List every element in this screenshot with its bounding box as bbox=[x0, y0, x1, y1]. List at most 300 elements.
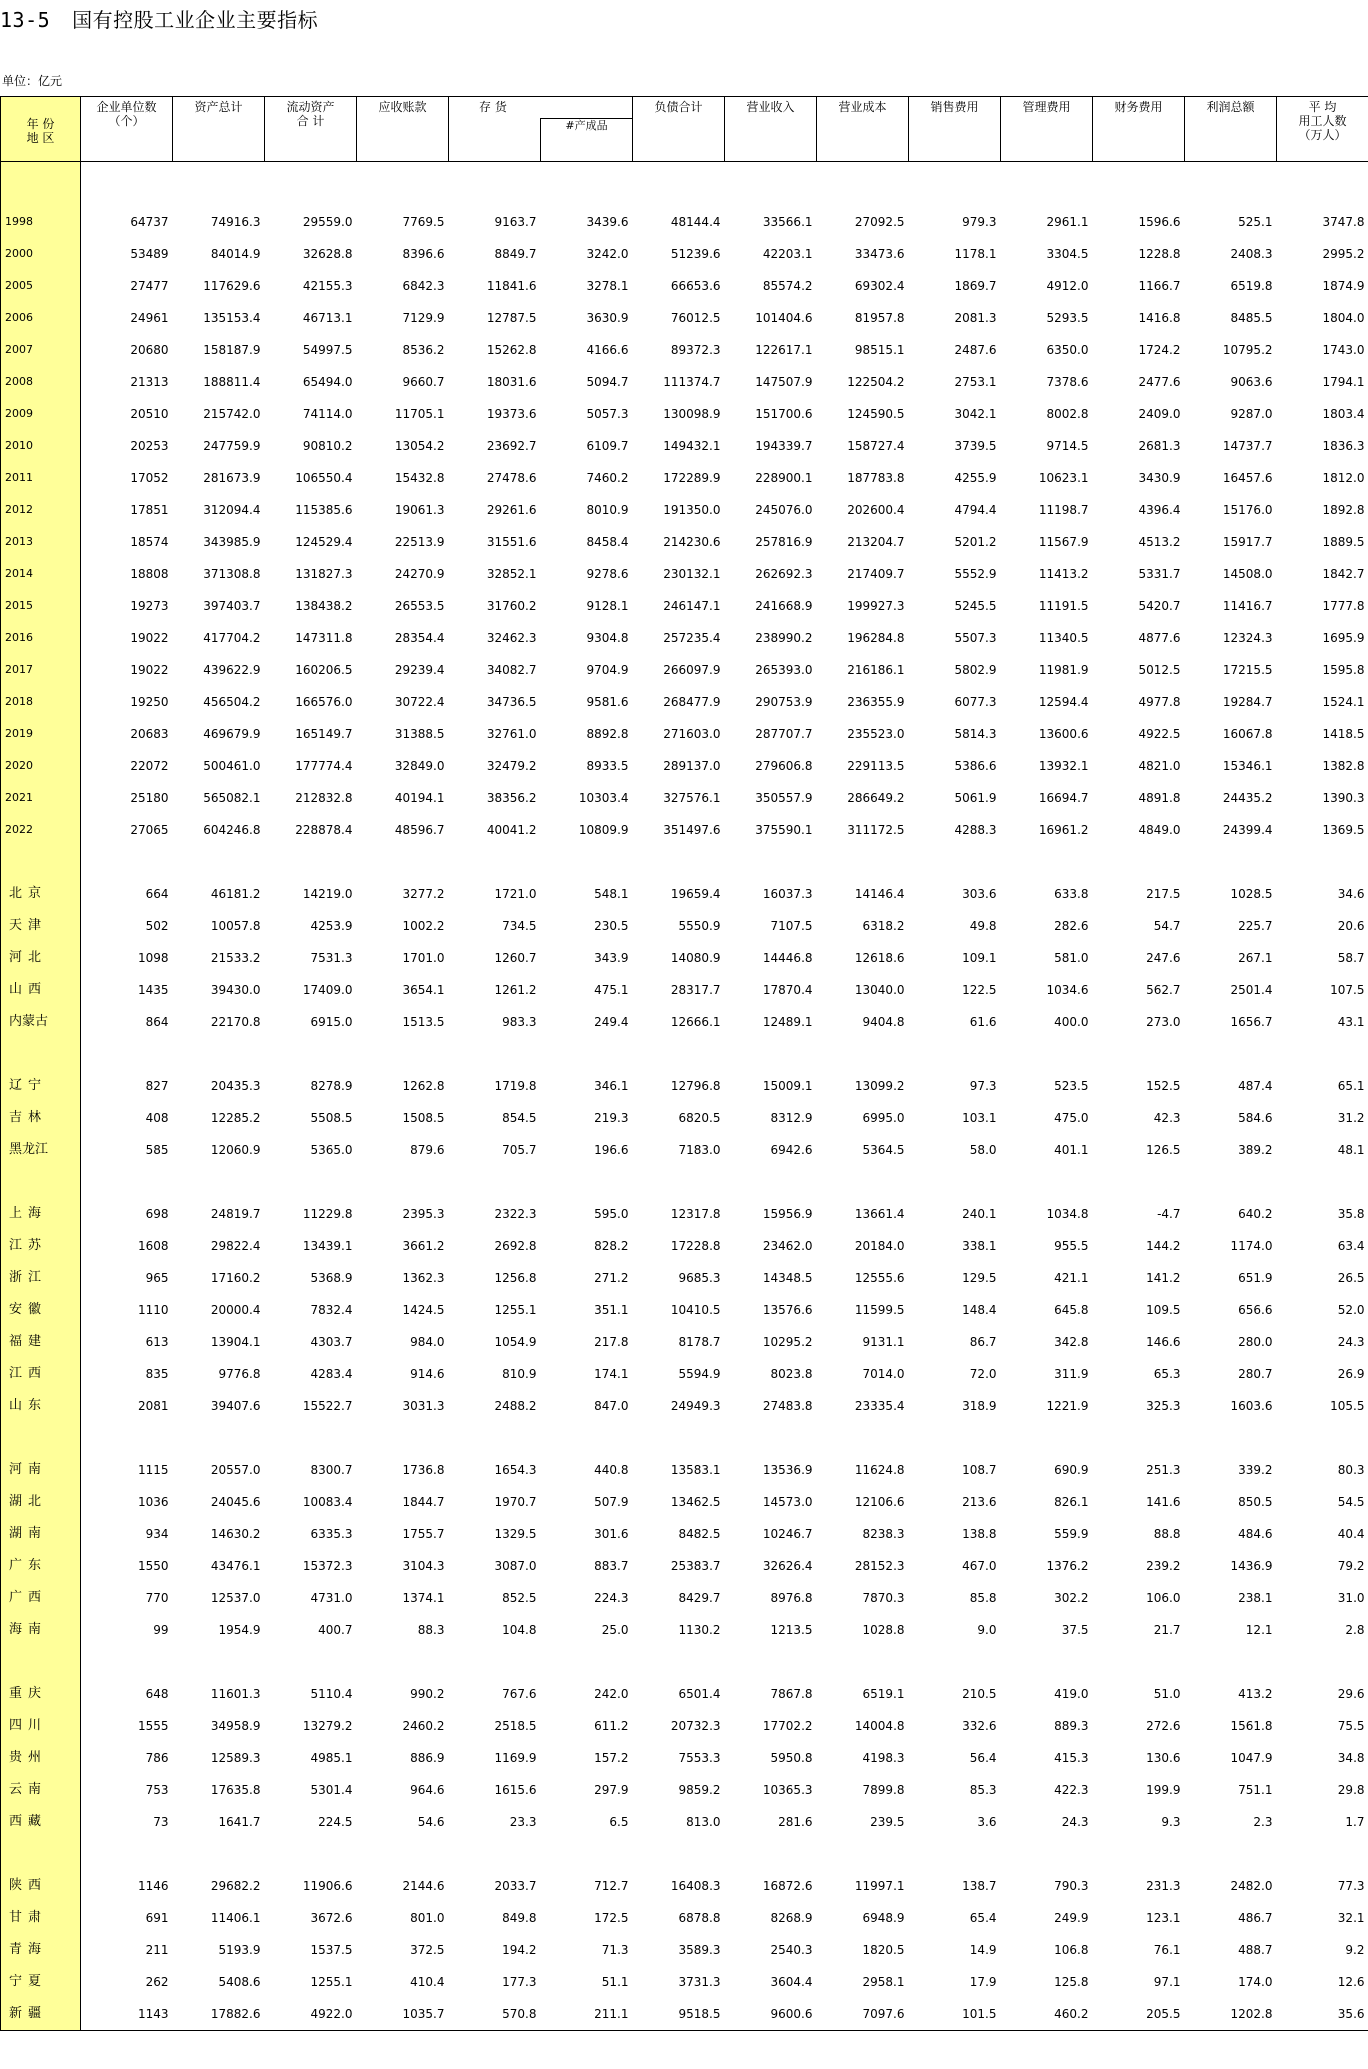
table-cell: 18574 bbox=[130, 535, 169, 549]
table-cell: 1889.5 bbox=[1322, 535, 1365, 549]
table-cell: 469679.9 bbox=[203, 727, 261, 741]
table-cell: 1654.3 bbox=[494, 1463, 537, 1477]
table-cell: 2681.3 bbox=[1138, 439, 1181, 453]
table-cell: 48596.7 bbox=[394, 823, 445, 837]
table-cell: 983.3 bbox=[502, 1015, 537, 1029]
table-cell: 213.6 bbox=[962, 1495, 997, 1509]
table-cell: 10795.2 bbox=[1222, 343, 1273, 357]
table-cell: 11191.5 bbox=[1038, 599, 1089, 613]
table-cell: 734.5 bbox=[502, 919, 537, 933]
header-inventory: 存 货 bbox=[449, 97, 633, 119]
table-cell: 11406.1 bbox=[210, 1911, 261, 1925]
region-label: 广西 bbox=[1, 1582, 81, 1614]
region-label: 甘肃 bbox=[1, 1902, 81, 1934]
table-cell: 17702.2 bbox=[762, 1719, 813, 1733]
table-cell: 984.0 bbox=[410, 1335, 445, 1349]
region-label: 海南 bbox=[1, 1614, 81, 1646]
table-title: 国有控股工业企业主要指标 bbox=[72, 8, 319, 32]
table-cell: 15917.7 bbox=[1222, 535, 1273, 549]
region-row bbox=[1, 1102, 1368, 1134]
table-cell: 236355.9 bbox=[847, 695, 905, 709]
table-cell: 1803.4 bbox=[1322, 407, 1365, 421]
table-cell: 13661.4 bbox=[854, 1207, 905, 1221]
table-cell: 174.1 bbox=[594, 1367, 629, 1381]
table-cell: 13040.0 bbox=[854, 983, 905, 997]
table-cell: 279606.8 bbox=[755, 759, 813, 773]
table-cell: 502 bbox=[145, 919, 169, 933]
table-cell: 2144.6 bbox=[402, 1879, 445, 1893]
region-row bbox=[1, 1518, 1368, 1550]
table-cell: 4303.7 bbox=[310, 1335, 353, 1349]
table-cell: 1260.7 bbox=[494, 951, 537, 965]
table-cell: 8482.5 bbox=[678, 1527, 721, 1541]
table-cell: 211.1 bbox=[541, 1998, 633, 2031]
table-cell: 4288.3 bbox=[954, 823, 997, 837]
table-cell: 6.5 bbox=[609, 1815, 629, 1829]
table-cell: 397403.7 bbox=[203, 599, 261, 613]
table-cell: 11705.1 bbox=[394, 407, 445, 421]
table-cell: 10365.3 bbox=[762, 1783, 813, 1797]
table-cell: 2482.0 bbox=[1230, 1879, 1273, 1893]
region-row bbox=[1, 1486, 1368, 1518]
region-label: 四川 bbox=[1, 1710, 81, 1742]
table-cell: 61.6 bbox=[969, 1015, 997, 1029]
table-cell: 215742.0 bbox=[203, 407, 261, 421]
table-cell: 9163.7 bbox=[494, 215, 537, 229]
year-row bbox=[1, 462, 1368, 494]
table-cell: 9704.9 bbox=[586, 663, 629, 677]
table-cell: 475.1 bbox=[594, 983, 629, 997]
table-cell: 1537.5 bbox=[310, 1943, 353, 1957]
table-cell: 3739.5 bbox=[954, 439, 997, 453]
table-cell: 266097.9 bbox=[663, 663, 721, 677]
table-cell: 645.8 bbox=[1054, 1303, 1089, 1317]
table-cell: 883.7 bbox=[594, 1559, 629, 1573]
table-cell: 229113.5 bbox=[847, 759, 905, 773]
table-cell: 12.1 bbox=[1245, 1623, 1273, 1637]
year-label: 2016 bbox=[1, 622, 81, 654]
table-cell: 8485.5 bbox=[1230, 311, 1273, 325]
table-cell: 3731.3 bbox=[678, 1975, 721, 1989]
table-cell: 3278.1 bbox=[586, 279, 629, 293]
header-enterprises bbox=[81, 97, 173, 162]
region-label: 北京 bbox=[1, 878, 81, 910]
region-row bbox=[1, 1230, 1368, 1262]
region-row bbox=[1, 1006, 1368, 1038]
table-cell: 97.3 bbox=[969, 1079, 997, 1093]
table-cell: 2477.6 bbox=[1138, 375, 1181, 389]
table-cell: 1054.9 bbox=[494, 1335, 537, 1349]
table-cell: 12106.6 bbox=[854, 1495, 905, 1509]
table-cell: 24819.7 bbox=[210, 1207, 261, 1221]
table-cell: 23462.0 bbox=[762, 1239, 813, 1253]
table-cell: 38356.2 bbox=[486, 791, 537, 805]
table-cell: 79.2 bbox=[1337, 1559, 1365, 1573]
table-cell: 76012.5 bbox=[670, 311, 721, 325]
table-cell: 11906.6 bbox=[302, 1879, 353, 1893]
table-cell: 9278.6 bbox=[586, 567, 629, 581]
region-label: 山西 bbox=[1, 974, 81, 1006]
table-cell: 31.0 bbox=[1337, 1591, 1365, 1605]
header-employees-sub: 用工人数 bbox=[1298, 114, 1347, 128]
table-cell: 419.0 bbox=[1054, 1687, 1089, 1701]
table-cell: 1820.5 bbox=[862, 1943, 905, 1957]
table-cell: 28354.4 bbox=[394, 631, 445, 645]
table-cell: 8278.9 bbox=[310, 1079, 353, 1093]
table-cell: 13576.6 bbox=[762, 1303, 813, 1317]
year-label: 2012 bbox=[1, 494, 81, 526]
header-admin-expense: 管理费用 bbox=[1001, 97, 1093, 162]
table-cell: 8178.7 bbox=[678, 1335, 721, 1349]
table-cell: 3630.9 bbox=[586, 311, 629, 325]
table-cell: 10246.7 bbox=[762, 1527, 813, 1541]
table-cell: 3604.4 bbox=[770, 1975, 813, 1989]
table-cell: 88.8 bbox=[1153, 1527, 1181, 1541]
table-cell: 934 bbox=[145, 1527, 169, 1541]
table-cell: 11198.7 bbox=[1038, 503, 1089, 517]
table-cell: 262 bbox=[145, 1975, 169, 1989]
table-cell: 4396.4 bbox=[1138, 503, 1181, 517]
table-cell: 75.5 bbox=[1337, 1719, 1365, 1733]
region-row bbox=[1, 1294, 1368, 1326]
table-cell: 879.6 bbox=[410, 1143, 445, 1157]
year-row bbox=[1, 398, 1368, 430]
table-cell: 16961.2 bbox=[1038, 823, 1089, 837]
region-label: 安徽 bbox=[1, 1294, 81, 1326]
table-cell: 147311.8 bbox=[295, 631, 353, 645]
table-cell: 32852.1 bbox=[486, 567, 537, 581]
table-cell: 1695.9 bbox=[1322, 631, 1365, 645]
table-cell: 375590.1 bbox=[755, 823, 813, 837]
table-cell: 753 bbox=[145, 1783, 169, 1797]
table-cell: 6519.1 bbox=[862, 1687, 905, 1701]
table-cell: 8238.3 bbox=[862, 1527, 905, 1541]
table-cell: 11229.8 bbox=[302, 1207, 353, 1221]
table-cell: 17851 bbox=[130, 503, 169, 517]
table-cell: 14508.0 bbox=[1222, 567, 1273, 581]
table-cell: 18031.6 bbox=[486, 375, 537, 389]
table-cell: 5245.5 bbox=[954, 599, 997, 613]
table-cell: 1615.6 bbox=[494, 1783, 537, 1797]
header-year-label: 年 份 bbox=[26, 116, 55, 131]
table-cell: 1435 bbox=[137, 983, 169, 997]
table-cell: -4.7 bbox=[1157, 1207, 1181, 1221]
year-row bbox=[1, 686, 1368, 718]
region-label: 广东 bbox=[1, 1550, 81, 1582]
header-enterprises-label: 企业单位数 bbox=[96, 100, 157, 114]
table-cell: 790.3 bbox=[1054, 1879, 1089, 1893]
table-cell: 7870.3 bbox=[862, 1591, 905, 1605]
region-label: 陕西 bbox=[1, 1870, 81, 1902]
table-cell: 85.3 bbox=[969, 1783, 997, 1797]
table-cell: 20253 bbox=[130, 439, 169, 453]
table-cell: 9600.6 bbox=[725, 1998, 817, 2031]
table-cell: 327576.1 bbox=[663, 791, 721, 805]
header-liabilities: 负债合计 bbox=[633, 97, 725, 162]
table-cell: 281673.9 bbox=[203, 471, 261, 485]
table-cell: 9.0 bbox=[977, 1623, 997, 1637]
table-cell: 5550.9 bbox=[678, 919, 721, 933]
table-cell: 224.3 bbox=[594, 1591, 629, 1605]
table-cell: 13932.1 bbox=[1038, 759, 1089, 773]
table-cell: 272.6 bbox=[1146, 1719, 1181, 1733]
table-cell: 290753.9 bbox=[755, 695, 813, 709]
table-cell: 486.7 bbox=[1238, 1911, 1273, 1925]
table-cell: 194339.7 bbox=[755, 439, 813, 453]
table-cell: 17635.8 bbox=[210, 1783, 261, 1797]
table-cell: 5386.6 bbox=[954, 759, 997, 773]
table-cell: 129.5 bbox=[962, 1271, 997, 1285]
table-cell: 65.3 bbox=[1153, 1367, 1181, 1381]
table-cell: 122504.2 bbox=[847, 375, 905, 389]
table-cell: 1047.9 bbox=[1230, 1751, 1273, 1765]
table-cell: 286649.2 bbox=[847, 791, 905, 805]
table-cell: 7531.3 bbox=[310, 951, 353, 965]
table-cell: 343.9 bbox=[594, 951, 629, 965]
year-row bbox=[1, 750, 1368, 782]
table-cell: 24.3 bbox=[1061, 1815, 1089, 1829]
table-cell: 5012.5 bbox=[1138, 663, 1181, 677]
table-cell: 19273 bbox=[130, 599, 169, 613]
table-cell: 1794.1 bbox=[1322, 375, 1365, 389]
table-cell: 262692.3 bbox=[755, 567, 813, 581]
table-cell: 98515.1 bbox=[854, 343, 905, 357]
table-cell: 11567.9 bbox=[1038, 535, 1089, 549]
table-cell: 3042.1 bbox=[954, 407, 997, 421]
table-cell: 17409.0 bbox=[302, 983, 353, 997]
table-cell: 14.9 bbox=[969, 1943, 997, 1957]
table-cell: 311172.5 bbox=[847, 823, 905, 837]
year-label: 2022 bbox=[1, 814, 81, 846]
table-cell: 351497.6 bbox=[663, 823, 721, 837]
table-cell: 219.3 bbox=[594, 1111, 629, 1125]
table-cell: 17.9 bbox=[969, 1975, 997, 1989]
table-cell: 302.2 bbox=[1054, 1591, 1089, 1605]
table-cell: 18808 bbox=[130, 567, 169, 581]
table-cell: 14737.7 bbox=[1222, 439, 1273, 453]
table-cell: 282.6 bbox=[1054, 919, 1089, 933]
table-cell: 1390.3 bbox=[1322, 791, 1365, 805]
table-cell: 460.2 bbox=[1001, 1998, 1093, 2031]
table-cell: 54997.5 bbox=[302, 343, 353, 357]
table-cell: 48.1 bbox=[1337, 1143, 1365, 1157]
table-cell: 12666.1 bbox=[670, 1015, 721, 1029]
table-cell: 249.4 bbox=[594, 1015, 629, 1029]
table-cell: 199927.3 bbox=[847, 599, 905, 613]
region-label: 新疆 bbox=[1, 1998, 81, 2031]
table-cell: 23692.7 bbox=[486, 439, 537, 453]
table-cell: 280.7 bbox=[1238, 1367, 1273, 1381]
table-cell: 56.4 bbox=[969, 1751, 997, 1765]
table-cell: 271603.0 bbox=[663, 727, 721, 741]
table-cell: 174.0 bbox=[1238, 1975, 1273, 1989]
table-cell: 29239.4 bbox=[394, 663, 445, 677]
table-cell: 31388.5 bbox=[394, 727, 445, 741]
table-cell: 16067.8 bbox=[1222, 727, 1273, 741]
table-cell: 21533.2 bbox=[210, 951, 261, 965]
table-cell: 212832.8 bbox=[295, 791, 353, 805]
table-cell: 810.9 bbox=[502, 1367, 537, 1381]
table-cell: 25180 bbox=[130, 791, 169, 805]
header-region-label: 地 区 bbox=[26, 130, 55, 145]
region-row bbox=[1, 1262, 1368, 1294]
table-cell: 14630.2 bbox=[210, 1527, 261, 1541]
region-row bbox=[1, 1614, 1368, 1646]
table-cell: 2540.3 bbox=[770, 1943, 813, 1957]
year-row bbox=[1, 782, 1368, 814]
table-cell: 64737 bbox=[130, 215, 169, 229]
spacer-row bbox=[1, 846, 1368, 878]
region-row bbox=[1, 1070, 1368, 1102]
table-cell: 1255.1 bbox=[494, 1303, 537, 1317]
table-cell: 1954.9 bbox=[218, 1623, 261, 1637]
table-cell: 312094.4 bbox=[203, 503, 261, 517]
table-cell: 246147.1 bbox=[663, 599, 721, 613]
region-row bbox=[1, 878, 1368, 910]
table-cell: 29.8 bbox=[1337, 1783, 1365, 1797]
table-cell: 7460.2 bbox=[586, 471, 629, 485]
table-cell: 8458.4 bbox=[586, 535, 629, 549]
table-cell: 6501.4 bbox=[678, 1687, 721, 1701]
table-cell: 111374.7 bbox=[663, 375, 721, 389]
table-cell: 3.6 bbox=[977, 1815, 997, 1829]
table-cell: 17882.6 bbox=[173, 1998, 265, 2031]
table-cell: 88.3 bbox=[417, 1623, 445, 1637]
table-cell: 6915.0 bbox=[310, 1015, 353, 1029]
table-cell: 4922.0 bbox=[265, 1998, 357, 2031]
table-cell: 42155.3 bbox=[302, 279, 353, 293]
table-cell: 651.9 bbox=[1238, 1271, 1273, 1285]
table-cell: 29.6 bbox=[1337, 1687, 1365, 1701]
region-row bbox=[1, 1678, 1368, 1710]
table-cell: 24270.9 bbox=[394, 567, 445, 581]
region-label: 湖北 bbox=[1, 1486, 81, 1518]
table-cell: 12489.1 bbox=[762, 1015, 813, 1029]
header-selling-expense: 销售费用 bbox=[909, 97, 1001, 162]
table-cell: 157.2 bbox=[594, 1751, 629, 1765]
table-cell: 1329.5 bbox=[494, 1527, 537, 1541]
table-cell: 2995.2 bbox=[1322, 247, 1365, 261]
table-cell: 46181.2 bbox=[210, 887, 261, 901]
table-cell: 311.9 bbox=[1054, 1367, 1089, 1381]
table-cell: 9131.1 bbox=[862, 1335, 905, 1349]
table-cell: 17228.8 bbox=[670, 1239, 721, 1253]
table-cell: 122.5 bbox=[962, 983, 997, 997]
table-cell: 166576.0 bbox=[295, 695, 353, 709]
region-label: 重庆 bbox=[1, 1678, 81, 1710]
table-cell: 488.7 bbox=[1238, 1943, 1273, 1957]
table-cell: 26.5 bbox=[1337, 1271, 1365, 1285]
table-cell: 34.8 bbox=[1337, 1751, 1365, 1765]
table-cell: 413.2 bbox=[1238, 1687, 1273, 1701]
table-cell: 30722.4 bbox=[394, 695, 445, 709]
table-cell: 81957.8 bbox=[854, 311, 905, 325]
table-cell: 239.2 bbox=[1146, 1559, 1181, 1573]
year-row bbox=[1, 526, 1368, 558]
table-cell: 5061.9 bbox=[954, 791, 997, 805]
table-cell: 40.4 bbox=[1337, 1527, 1365, 1541]
table-cell: 847.0 bbox=[594, 1399, 629, 1413]
header-receivables: 应收账款 bbox=[357, 97, 449, 162]
table-cell: 37.5 bbox=[1061, 1623, 1089, 1637]
table-cell: 34082.7 bbox=[486, 663, 537, 677]
table-cell: 31760.2 bbox=[486, 599, 537, 613]
table-cell: 1508.5 bbox=[402, 1111, 445, 1125]
table-cell: 3439.6 bbox=[586, 215, 629, 229]
region-label: 云南 bbox=[1, 1774, 81, 1806]
table-cell: 7769.5 bbox=[402, 215, 445, 229]
table-cell: 13583.1 bbox=[670, 1463, 721, 1477]
region-label: 青海 bbox=[1, 1934, 81, 1966]
table-cell: 9776.8 bbox=[218, 1367, 261, 1381]
table-cell: 107.5 bbox=[1330, 983, 1365, 997]
table-cell: 4821.0 bbox=[1138, 759, 1181, 773]
table-cell: 210.5 bbox=[962, 1687, 997, 1701]
year-label: 2020 bbox=[1, 750, 81, 782]
table-cell: 12594.4 bbox=[1038, 695, 1089, 709]
table-cell: 31551.6 bbox=[486, 535, 537, 549]
table-cell: 4985.1 bbox=[310, 1751, 353, 1765]
table-cell: 5552.9 bbox=[954, 567, 997, 581]
table-cell: 6350.0 bbox=[1046, 343, 1089, 357]
year-row bbox=[1, 622, 1368, 654]
table-cell: 27483.8 bbox=[762, 1399, 813, 1413]
table-cell: 3104.3 bbox=[402, 1559, 445, 1573]
table-cell: 33566.1 bbox=[762, 215, 813, 229]
table-cell: 1374.1 bbox=[402, 1591, 445, 1605]
table-cell: 4253.9 bbox=[310, 919, 353, 933]
table-cell: 5094.7 bbox=[586, 375, 629, 389]
table-cell: 371308.8 bbox=[203, 567, 261, 581]
table-cell: 417704.2 bbox=[203, 631, 261, 645]
year-row bbox=[1, 366, 1368, 398]
table-cell: 1812.0 bbox=[1322, 471, 1365, 485]
table-cell: 51.0 bbox=[1153, 1687, 1181, 1701]
year-label: 2005 bbox=[1, 270, 81, 302]
table-cell: 422.3 bbox=[1054, 1783, 1089, 1797]
table-cell: 10303.4 bbox=[578, 791, 629, 805]
table-cell: 32628.8 bbox=[302, 247, 353, 261]
table-cell: 813.0 bbox=[686, 1815, 721, 1829]
table-cell: 34.6 bbox=[1337, 887, 1365, 901]
table-cell: 22513.9 bbox=[394, 535, 445, 549]
table-cell: 241668.9 bbox=[755, 599, 813, 613]
table-cell: 12537.0 bbox=[210, 1591, 261, 1605]
table-cell: 99 bbox=[153, 1623, 169, 1637]
region-row bbox=[1, 1390, 1368, 1422]
table-cell: 770 bbox=[145, 1591, 169, 1605]
table-cell: 325.3 bbox=[1146, 1399, 1181, 1413]
year-label: 2010 bbox=[1, 430, 81, 462]
table-cell: 2081 bbox=[137, 1399, 169, 1413]
table-cell: 19659.4 bbox=[670, 887, 721, 901]
header-employees bbox=[1277, 97, 1368, 162]
table-cell: 1755.7 bbox=[402, 1527, 445, 1541]
table-cell: 6109.7 bbox=[586, 439, 629, 453]
table-cell: 177.3 bbox=[502, 1975, 537, 1989]
region-row bbox=[1, 974, 1368, 1006]
table-cell: 7378.6 bbox=[1046, 375, 1089, 389]
table-cell: 339.2 bbox=[1238, 1463, 1273, 1477]
table-cell: 267.1 bbox=[1238, 951, 1273, 965]
table-cell: 84014.9 bbox=[210, 247, 261, 261]
table-cell: 1701.0 bbox=[402, 951, 445, 965]
table-cell: 12787.5 bbox=[486, 311, 537, 325]
table-cell: 28152.3 bbox=[854, 1559, 905, 1573]
table-cell: 507.9 bbox=[594, 1495, 629, 1509]
table-cell: 225.7 bbox=[1238, 919, 1273, 933]
table-cell: 141.6 bbox=[1146, 1495, 1181, 1509]
